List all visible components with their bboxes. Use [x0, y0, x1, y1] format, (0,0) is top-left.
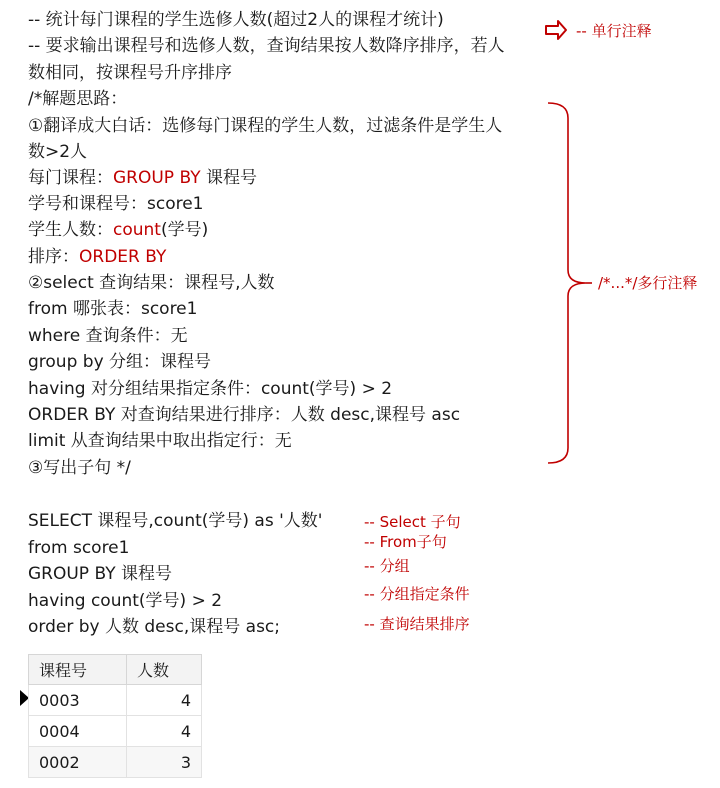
cell-course-id[interactable]: 0004: [29, 716, 127, 747]
arrow-right-icon: [546, 21, 566, 39]
step1-line-b: 数>2人: [28, 142, 88, 162]
group-clause-note: -- 分组: [364, 557, 410, 575]
block-close: ③写出子句 */: [28, 458, 131, 478]
having-clause-note: -- 分组指定条件: [364, 585, 470, 603]
course-label: 每门课程：: [28, 168, 113, 188]
group-by-keyword: GROUP BY: [113, 168, 201, 188]
order-clause-note: -- 查询结果排序: [364, 615, 470, 633]
from-clause-note: -- From子句: [364, 533, 447, 551]
cell-count[interactable]: 4: [127, 685, 202, 716]
step2-line: ②select 查询结果：课程号,人数: [28, 273, 275, 293]
from-line: from 哪张表：score1: [28, 299, 198, 319]
cell-count[interactable]: 4: [127, 716, 202, 747]
single-line-comment-3: 数相同，按课程号升序排序: [28, 63, 232, 83]
sql-group-by: GROUP BY 课程号: [28, 564, 172, 584]
select-clause-note: -- Select 子句: [364, 513, 461, 531]
cell-count[interactable]: 3: [127, 747, 202, 778]
having-line: having 对分组结果指定条件：count(学号) > 2: [28, 379, 393, 399]
limit-line: limit 从查询结果中取出指定行：无: [28, 431, 292, 451]
table-row[interactable]: [29, 747, 202, 778]
single-line-comment-note: -- 单行注释: [576, 22, 652, 40]
step1-line-a: ①翻译成大白话：选修每门课程的学生人数，过滤条件是学生人: [28, 116, 503, 136]
sort-label: 排序：: [28, 247, 79, 267]
block-open: /*解题思路：: [28, 89, 128, 109]
single-line-comment-1: -- 统计每门课程的学生选修人数(超过2人的课程才统计): [28, 10, 444, 30]
single-line-comment-2: -- 要求输出课程号和选修人数，查询结果按人数降序排序，若人: [28, 36, 505, 56]
groupby-line: group by 分组：课程号: [28, 352, 212, 372]
count-keyword: count: [113, 220, 161, 240]
result-grid: [28, 654, 202, 778]
cell-course-id[interactable]: 0002: [29, 747, 127, 778]
column-header-count[interactable]: 人数: [127, 655, 202, 685]
result-header-row: [29, 655, 202, 685]
count-rest: (学号): [160, 220, 209, 240]
column-header-course-id[interactable]: 课程号: [29, 655, 127, 685]
curly-brace-icon: [548, 103, 592, 463]
sql-having: having count(学号) > 2: [28, 591, 223, 611]
multi-line-comment-note: /*...*/多行注释: [598, 274, 698, 292]
where-line: where 查询条件：无: [28, 326, 188, 346]
sql-from: from score1: [28, 538, 130, 558]
course-rest: 课程号: [200, 168, 257, 188]
cell-course-id[interactable]: 0003: [29, 685, 127, 716]
count-label: 学生人数：: [28, 220, 113, 240]
sql-order-by: order by 人数 desc,课程号 asc;: [28, 617, 281, 637]
order-by-keyword: ORDER BY: [79, 247, 167, 267]
orderby-line: ORDER BY 对查询结果进行排序：人数 desc,课程号 asc: [28, 405, 461, 425]
table-row[interactable]: [29, 685, 202, 716]
table-row[interactable]: [29, 716, 202, 747]
ids-line: 学号和课程号：score1: [28, 194, 204, 214]
sql-select: SELECT 课程号,count(学号) as '人数': [28, 511, 323, 531]
